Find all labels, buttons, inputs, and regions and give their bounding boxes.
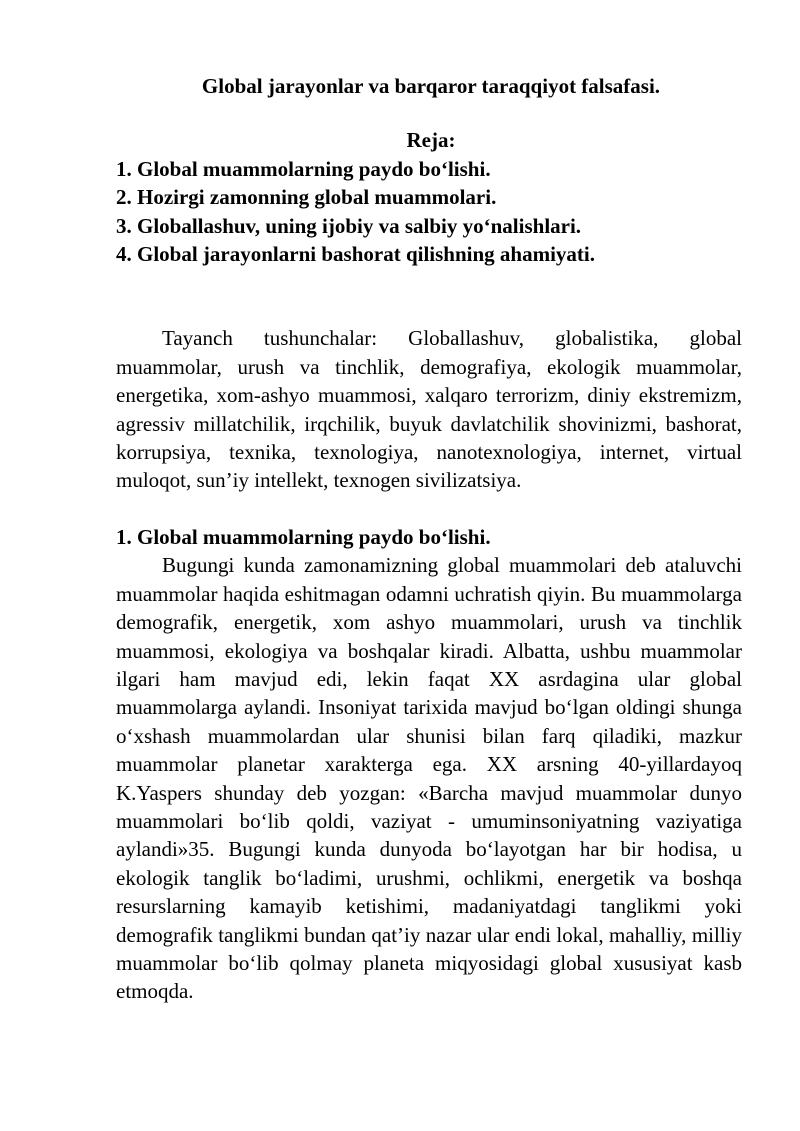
plan-list: [116, 155, 742, 269]
section-paragraph: Bugungi kunda zamonamizning global muammolari deb ataluvchi muammolar haqida eshitmagan odamni uchratish qiyin. Bu muammolarga demografik, energetik, xom ashyo muammolari, urush va tinchlik muammosi, ekologiya va boshqalar kiradi. Albatta, ushbu muammolar ilgari ham mavjud edi, lekin faqat XX asrdagina ular global muammolarga aylandi. Insoniyat tarixida mavjud bo‘lgan oldingi shunga o‘xshash muammolardan ular shunisi bilan farq qiladiki, mazkur muammolar planetar xarakterga ega. XX arsning 40-yillardayoq K.Yaspers shunday deb yozgan: «Barcha mavjud muammolar dunyo muammolari bo‘lib qoldi, vaziyat - umuminsoniyatning vaziyatiga aylandi»35. Bugungi kunda dunyoda bo‘layotgan har bir hodisa, u ekologik tanglik bo‘ladimi, urushmi, ochlikmi, energetik va boshqa resurslarning kamayib ketishimi, madaniyatdagi tanglikmi yoki demografik tanglikmi bundan qat’iy nazar ular endi lokal, mahalliy, milliy muammolar bo‘lib qolmay planeta miqyosidagi global xususiyat kasb etmoqda.: [116, 553, 742, 1004]
plan-item: 2. Hozirgi zamonning global muammolari.: [116, 185, 497, 210]
keywords-paragraph: Tayanch tushunchalar: Globallashuv, globalistika, global muammolar, urush va tinchlik, demografiya, ekologik muammolar, energetika, xom-ashyo muammosi, xalqaro terrorizm, diniy ekstremizm, agressiv millatchilik, irqchilik, buyuk davlatchilik shovinizmi, bashorat, korrupsiya, texnika, texnologiya, nanotexnologiya, internet, virtual muloqot, sun’iy intellekt, texnogen sivilizatsiya.: [116, 326, 742, 493]
document-title: Global jarayonlar va barqaror taraqqiyot falsafasi.: [201, 74, 661, 98]
plan-item: 3. Globallashuv, uning ijobiy va salbiy yo‘nalishlari.: [116, 213, 582, 238]
document-page: [116, 72, 742, 1006]
section-heading: 1. Global muammolarning paydo bo‘lishi.: [116, 524, 491, 549]
plan-item: 4. Global jarayonlarni bashorat qilishning ahamiyati.: [116, 242, 596, 267]
plan-item: 1. Global muammolarning paydo bo‘lishi.: [116, 156, 491, 181]
plan-heading: Reja:: [406, 128, 456, 153]
